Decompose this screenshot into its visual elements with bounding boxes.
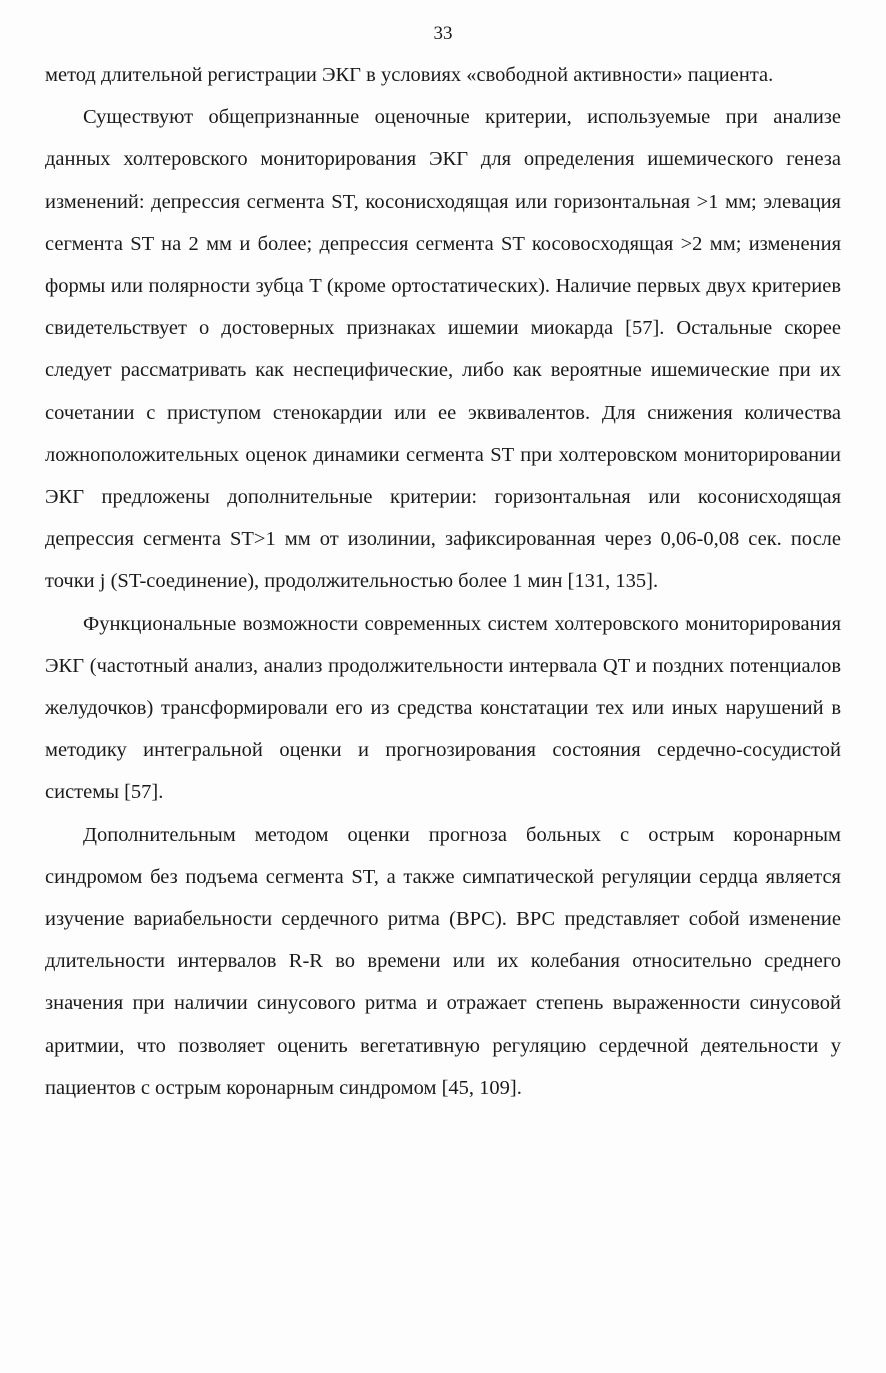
paragraph-continuation: метод длительной регистрации ЭКГ в условиях «свободной активности» пациента. — [45, 64, 774, 86]
paragraph-holter-criteria: Существуют общепризнанные оценочные критерии, используемые при анализе данных холтеровского мониторирования ЭКГ для определения ишемического генеза изменений: депрессия сегмента ST, косонисходящая или горизонтальная >1 мм; элевация сегмента ST на 2 мм и более; депрессия сегмента ST косовосходящая >2 мм; изменения формы или полярности зубца T (кроме ортостатических). Наличие первых двух критериев свидетельствует о достоверных признаках ишемии миокарда [57]. Остальные скорее следует рассматривать как неспецифические, либо как вероятные ишемические при их сочетании с приступом стенокардии или ее эквивалентов. Для снижения количества ложноположительных оценок динамики сегмента ST при холтеровском мониторировании ЭКГ предложены дополнительные критерии: горизонтальная или косонисходящая депрессия сегмента ST>1 мм от изолинии, зафиксированная через 0,06-0,08 сек. после точки j (ST-соединение), продолжительностью более 1 мин [131, 135]. — [45, 106, 841, 593]
body-text — [45, 54, 841, 1109]
page-number: 33 — [433, 23, 453, 44]
paragraph-heart-rate-variability: Дополнительным методом оценки прогноза больных с острым коронарным синдромом без подъема сегмента ST, а также симпатической регуляции сердца является изучение вариабельности сердечного ритма (ВРС). ВРС представляет собой изменение длительности интервалов R-R во времени или их колебания относительно среднего значения при наличии синусового ритма и отражает степень выраженности синусовой аритмии, что позволяет оценить вегетативную регуляцию сердечной деятельности у пациентов с острым коронарным синдромом [45, 109]. — [45, 823, 841, 1099]
paragraph-holter-capabilities: Функциональные возможности современных систем холтеровского мониторирования ЭКГ (частотный анализ, анализ продолжительности интервала QT и поздних потенциалов желудочков) трансформировали его из средства констатации тех или иных нарушений в методику интегральной оценки и прогнозирования состояния сердечно-сосудистой системы [57]. — [45, 612, 841, 804]
